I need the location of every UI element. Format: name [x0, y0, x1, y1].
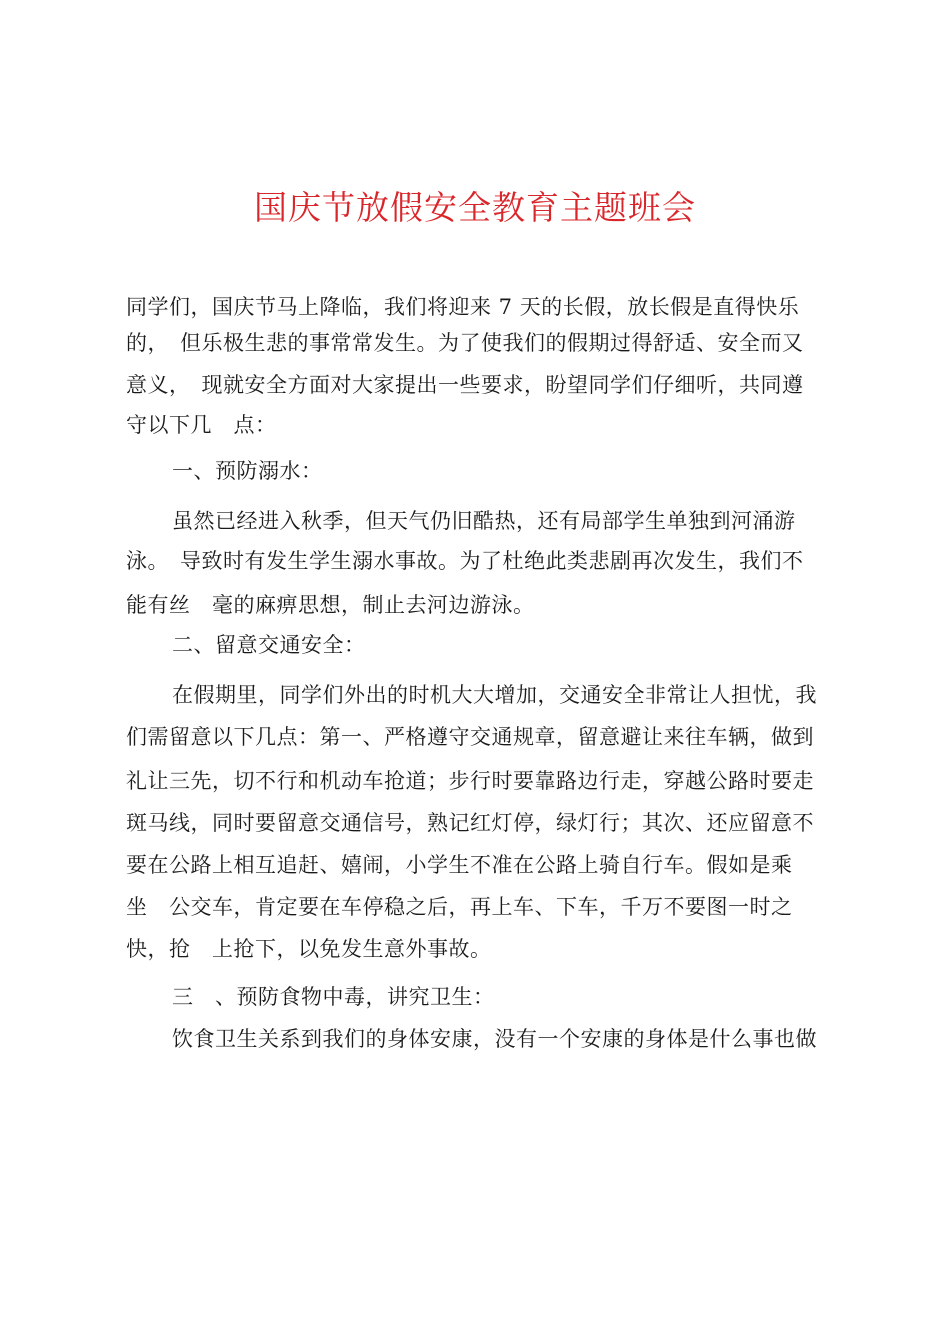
paragraph-line: 的， 但乐极生悲的事常常发生。为了使我们的假期过得舒适、安全而又 [126, 331, 804, 355]
paragraph-line: 意义， 现就安全方面对大家提出一些要求，盼望同学们仔细听，共同遵 [126, 373, 804, 397]
paragraph-line: 泳。 导致时有发生学生溺水事故。为了杜绝此类悲剧再次发生，我们不 [126, 549, 804, 573]
paragraph-line: 快，抢 上抢下，以免发生意外事故。 [126, 937, 492, 961]
paragraph-line: 斑马线，同时要留意交通信号，熟记红灯停，绿灯行；其次、还应留意不 [126, 811, 814, 835]
document-title: 国庆节放假安全教育主题班会 [254, 188, 696, 227]
paragraph-line: 守以下几 点： [126, 413, 277, 437]
paragraph-line: 坐 公交车，肯定要在车停稳之后，再上车、下车，千万不要图一时之 [126, 895, 793, 919]
section-heading: 三 、预防食物中毒，讲究卫生： [172, 985, 495, 1009]
paragraph-line: 同学们，国庆节马上降临，我们将迎来 7 天的长假，放长假是直得快乐 [126, 295, 800, 319]
section-heading: 二、留意交通安全： [172, 633, 366, 657]
paragraph-line: 要在公路上相互追赶、嬉闹，小学生不准在公路上骑自行车。假如是乘 [126, 853, 793, 877]
paragraph-line: 饮食卫生关系到我们的身体安康，没有一个安康的身体是什么事也做 [172, 1027, 817, 1051]
paragraph-line: 们需留意以下几点：第一、严格遵守交通规章，留意避让来往车辆，做到 [126, 725, 814, 749]
paragraph-line: 虽然已经进入秋季，但天气仍旧酷热，还有局部学生单独到河涌游 [172, 509, 796, 533]
paragraph-line: 礼让三先，切不行和机动车抢道；步行时要靠路边行走，穿越公路时要走 [126, 769, 814, 793]
paragraph-line: 能有丝 毫的麻痹思想，制止去河边游泳。 [126, 593, 535, 617]
paragraph-line: 在假期里，同学们外出的时机大大增加，交通安全非常让人担忧，我 [172, 683, 817, 707]
section-heading: 一、预防溺水： [172, 459, 323, 483]
